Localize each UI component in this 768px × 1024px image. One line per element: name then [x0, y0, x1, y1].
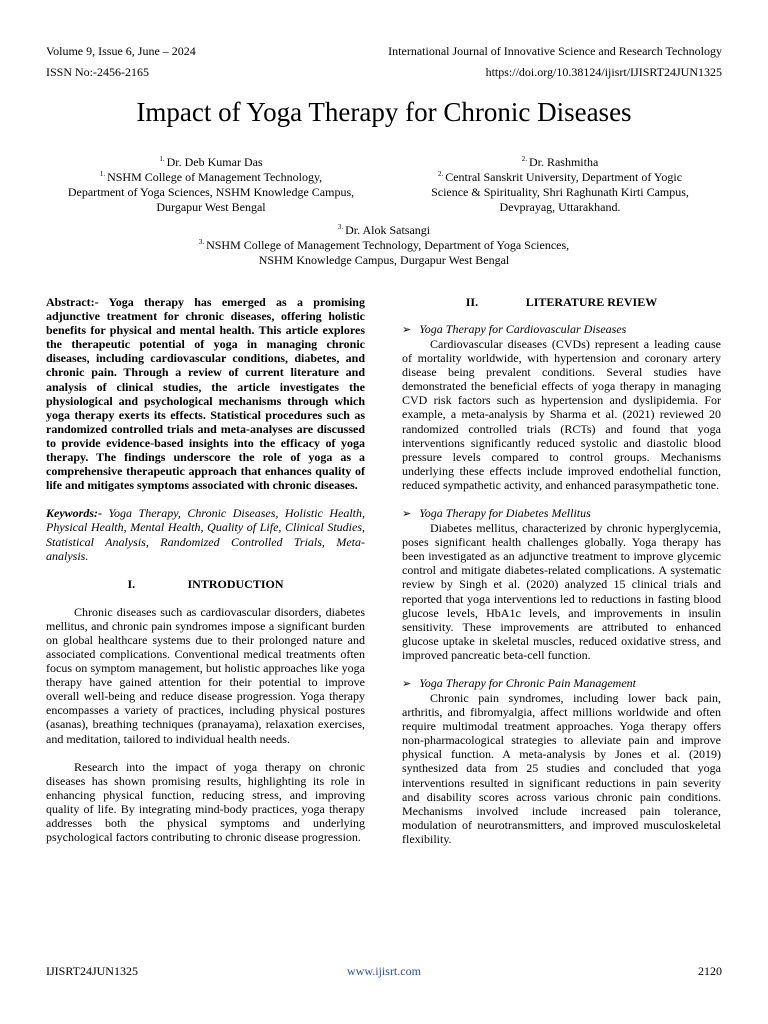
journal-name: International Journal of Innovative Science and Research Technology — [388, 44, 722, 58]
section-title: INTRODUCTION — [187, 576, 284, 591]
intro-paragraph-2: Research into the impact of yoga therapy on chronic diseases has shown promising results, highlighting its role in enhancing physical function, reducing stress, and improving quality of life. By integrating mind-body practices, yoga therapy addresses both the physical symptoms and underlying psychological factors contributing to chronic disease progression. — [46, 759, 365, 845]
subsection-title: Yoga Therapy for Cardiovascular Diseases — [419, 322, 627, 336]
author-affiliation-3 — [46, 238, 722, 253]
arrow-bullet-icon: ➢ — [402, 677, 412, 690]
author-block-2 — [395, 155, 725, 215]
affiliation-line: Durgapur West Bengal — [156, 200, 266, 214]
abstract-text: Yoga therapy has emerged as a promising adjunctive treatment for chronic diseases, offering holistic benefits for physical and mental health. This article explores the therapeutic potential of yoga in managing chronic diseases, including cardiovascular conditions, diabetes, and chronic pain. Through a review of current literature and analysis of clinical studies, the article investigates the physiological and psychological mechanisms through which yoga therapy exerts its effects. Statistical procedures such as randomized controlled trials and meta-analyses are discussed to provide evidence-based insights into the efficacy of yoga therapy. The findings underscore the role of yoga as a comprehensive therapeutic approach that enhances quality of life and mitigates symptoms associated with chronic diseases. — [46, 295, 365, 493]
footer-website-link[interactable]: www.ijisrt.com — [347, 964, 421, 978]
author-affiliation-1 — [46, 170, 376, 185]
affiliation-line: Devprayag, Uttarakhand. — [499, 200, 621, 214]
section-number: I. — [127, 576, 136, 591]
journal-volume: Volume 9, Issue 6, June – 2024 — [46, 44, 196, 58]
subsection-heading-diabetes — [402, 506, 721, 521]
affiliation-sup-2: 2. — [437, 170, 444, 178]
author-name-text-1: Dr. Deb Kumar Das — [166, 155, 263, 169]
section-heading-introduction — [46, 577, 365, 591]
affiliation-line: Department of Yoga Sciences, NSHM Knowledge Campus, — [67, 185, 355, 199]
affiliation-sup-3: 3. — [198, 238, 205, 246]
author-block-1 — [46, 155, 376, 215]
arrow-bullet-icon: ➢ — [402, 508, 412, 521]
author-sup-1: 1. — [159, 155, 165, 163]
abstract — [46, 295, 365, 492]
footer-paper-id: IJISRT24JUN1325 — [46, 964, 138, 978]
intro-paragraph-1: Chronic diseases such as cardiovascular disorders, diabetes mellitus, and chronic pain syndromes impose a significant burden on global healthcare systems due to their prolonged nature and associated complications. Conventional medical treatments often focus on symptom management, but holistic approaches like yoga therapy have gained attention for their potential to improve overall well-being and reduce disease progression. Yoga therapy encompasses a variety of practices, including physical postures (asanas), breathing techniques (pranayama), relaxation exercises, and meditation, tailored to individual health needs. — [46, 604, 365, 746]
left-column — [46, 295, 365, 844]
author-name-1 — [46, 155, 376, 170]
keywords-label: Keywords:- — [46, 506, 102, 521]
footer-page-number: 2120 — [698, 964, 722, 978]
subsection-title: Yoga Therapy for Chronic Pain Management — [419, 675, 636, 690]
subsection-title: Yoga Therapy for Diabetes Mellitus — [419, 506, 591, 521]
author-affiliation-2 — [395, 170, 725, 185]
affiliation-line: Central Sanskrit University, Department of Yogic — [445, 170, 683, 184]
author-sup-2: 2. — [521, 155, 527, 163]
subsection-heading-cardiovascular — [402, 322, 721, 337]
affiliation-line: Science & Spirituality, Shri Raghunath Kirti Campus, — [431, 185, 689, 199]
affiliation-line: NSHM Knowledge Campus, Durgapur West Bengal — [258, 253, 510, 267]
subsection-text-diabetes: Diabetes mellitus, characterized by chronic hyperglycemia, poses significant health challenges globally. Yoga therapy has been investigated as an adjunctive treatment to improve glycemic control and mitigate diabetes-related complications. A systematic review by Singh et al. (2020) analyzed 15 clinical trials and reported that yoga interventions led to reductions in fasting blood glucose levels, HbA1c levels, and improvements in insulin sensitivity. These improvements are attributed to enhanced glucose uptake in skeletal muscles, reduced oxidative stress, and improved pancreatic beta-cell function. — [402, 521, 721, 662]
subsection-text-chronic-pain: Chronic pain syndromes, including lower back pain, arthritis, and fibromyalgia, affect millions worldwide and often require multimodal treatment approaches. Yoga therapy offers non-pharmacological strategies to alleviate pain and improve physical function. A meta-analysis by Jones et al. (2019) synthesized data from 25 studies and concluded that yoga interventions resulted in significant reductions in pain severity and disability scores across various chronic pain conditions. Mechanisms involved include increased pain tolerance, modulation of neurotransmitters, and improved musculoskeletal flexibility. — [402, 690, 721, 846]
journal-doi-link[interactable]: https://doi.org/10.38124/ijisrt/IJISRT24JUN1325 — [485, 65, 722, 79]
affiliation-line: NSHM College of Management Technology, Department of Yoga Sciences, — [206, 238, 570, 252]
keywords — [46, 506, 365, 562]
affiliation-line: NSHM College of Management Technology, — [107, 170, 323, 184]
arrow-bullet-icon: ➢ — [402, 324, 412, 336]
subsection-heading-chronic-pain — [402, 676, 721, 691]
right-column — [402, 295, 721, 846]
author-name-3 — [46, 223, 722, 238]
keywords-text: Yoga Therapy, Chronic Diseases, Holistic Health, Physical Health, Mental Health, Quality of Life, Clinical Studies, Statistical Analysis, Randomized Controlled Trials, Meta-analysis. — [46, 506, 365, 563]
section-heading-literature-review — [402, 295, 721, 309]
author-name-text-2: Dr. Rashmitha — [528, 155, 599, 169]
author-name-text-3: Dr. Alok Satsangi — [345, 223, 431, 237]
section-number: II. — [465, 295, 479, 309]
subsection-text-cardiovascular: Cardiovascular diseases (CVDs) represent a leading cause of mortality worldwide, with hypertension and coronary artery disease being prevalent conditions. Several studies have demonstrated the beneficial effects of yoga therapy in managing CVD risk factors such as hypertension and dyslipidemia. For example, a meta-analysis by Sharma et al. (2021) reviewed 20 randomized controlled trials (RCTs) and found that yoga interventions significantly reduced systolic and diastolic blood pressure levels compared to control groups. Mechanisms underlying these effects include improved endothelial function, reduced sympathetic activity, and enhanced parasympathetic tone. — [402, 337, 721, 492]
author-block-3 — [46, 223, 722, 268]
section-title: LITERATURE REVIEW — [525, 295, 658, 309]
abstract-label: Abstract:- — [46, 295, 99, 309]
author-sup-3: 3. — [337, 223, 344, 231]
journal-issn: ISSN No:-2456-2165 — [46, 65, 150, 79]
author-name-2 — [395, 155, 725, 170]
paper-title: Impact of Yoga Therapy for Chronic Diseases — [136, 97, 632, 127]
affiliation-sup-1: 1. — [99, 170, 106, 178]
